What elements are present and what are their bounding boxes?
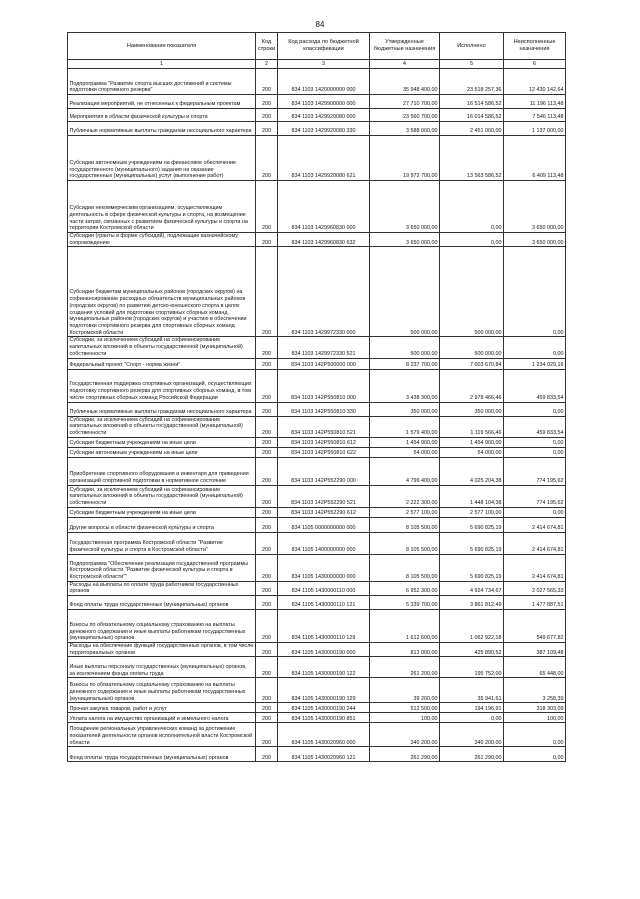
expense-code-cell: 834 1103 142P552290 612 (278, 507, 370, 517)
executed-amount-cell: 0,00 (440, 233, 504, 247)
indicator-name-cell: Субсидии бюджетным учреждениям на иные цели (68, 507, 256, 517)
line-code-cell: 200 (256, 447, 278, 457)
unexecuted-amount-cell: 0,00 (504, 437, 566, 447)
unexecuted-amount-cell: 7 546 113,48 (504, 109, 566, 122)
executed-amount-cell: 4 025 204,38 (440, 457, 504, 485)
unexecuted-amount-cell: 1 234 029,16 (504, 358, 566, 369)
table-row (68, 402, 566, 416)
expense-code-cell: 834 1105 1430000000 000 (278, 554, 370, 581)
unexecuted-amount-cell: 65 448,00 (504, 657, 566, 678)
table-row (68, 447, 566, 457)
executed-amount-cell: 5 690 825,19 (440, 532, 504, 554)
header-expense-code: Код расхода по бюджетной классификации (278, 33, 370, 60)
column-number-row (68, 60, 566, 69)
executed-amount-cell: 2 451 000,00 (440, 122, 504, 136)
unexecuted-amount-cell: 1 477 887,51 (504, 596, 566, 610)
expense-code-cell: 834 1105 1430000190 244 (278, 703, 370, 713)
column-number: 3 (278, 60, 370, 69)
executed-amount-cell: 35 941,61 (440, 678, 504, 703)
unexecuted-amount-cell: 0,00 (504, 723, 566, 747)
table-row (68, 416, 566, 437)
approved-amount-cell: 39 200,00 (370, 678, 440, 703)
expense-code-cell: 834 1105 1400000000 000 (278, 532, 370, 554)
unexecuted-amount-cell: 3 650 000,00 (504, 181, 566, 233)
executed-amount-cell: 340 200,00 (440, 723, 504, 747)
expense-code-cell: 834 1105 1430000190 000 (278, 643, 370, 657)
table-row (68, 233, 566, 247)
line-code-cell: 200 (256, 532, 278, 554)
approved-amount-cell: 500 000,00 (370, 247, 440, 337)
approved-amount-cell: 3 650 000,00 (370, 181, 440, 233)
line-code-cell: 200 (256, 233, 278, 247)
expense-code-cell: 834 1103 142P550810 622 (278, 447, 370, 457)
approved-amount-cell: 512 500,00 (370, 703, 440, 713)
indicator-name-cell: Расходы на выплаты по оплате труда работников государственных органов (68, 581, 256, 595)
table-row (68, 532, 566, 554)
expense-code-cell: 834 1103 142P550810 330 (278, 402, 370, 416)
executed-amount-cell: 2 577 100,00 (440, 507, 504, 517)
table-row (68, 507, 566, 517)
executed-amount-cell: 500 000,00 (440, 337, 504, 358)
line-code-cell: 200 (256, 247, 278, 337)
unexecuted-amount-cell: 774 195,62 (504, 485, 566, 507)
executed-amount-cell: 500 000,00 (440, 247, 504, 337)
indicator-name-cell: Фонд оплаты труда государственных (муниципальных) органов (68, 596, 256, 610)
unexecuted-amount-cell: 1 137 000,00 (504, 122, 566, 136)
approved-amount-cell: 1 579 400,00 (370, 416, 440, 437)
table-row (68, 517, 566, 532)
executed-amount-cell: 5 690 825,19 (440, 554, 504, 581)
approved-amount-cell: 813 000,00 (370, 643, 440, 657)
column-number: 4 (370, 60, 440, 69)
line-code-cell: 200 (256, 610, 278, 643)
indicator-name-cell: Федеральный проект "Спорт - норма жизни" (68, 358, 256, 369)
budget-execution-table (67, 32, 566, 762)
approved-amount-cell: 261 290,00 (370, 747, 440, 762)
line-code-cell: 200 (256, 109, 278, 122)
line-code-cell: 200 (256, 507, 278, 517)
table-row (68, 69, 566, 95)
approved-amount-cell: 500 000,00 (370, 337, 440, 358)
line-code-cell: 200 (256, 517, 278, 532)
expense-code-cell: 834 1105 0000000000 000 (278, 517, 370, 532)
unexecuted-amount-cell: 2 027 565,33 (504, 581, 566, 595)
indicator-name-cell: Субсидии, за исключением субсидий на софинансирование капитальных вложений в объекты государственной (муниципальной) собственности (68, 485, 256, 507)
table-row (68, 437, 566, 447)
approved-amount-cell: 261 200,00 (370, 657, 440, 678)
table-row (68, 457, 566, 485)
table-body (68, 69, 566, 762)
table-row (68, 747, 566, 762)
executed-amount-cell: 1 448 104,38 (440, 485, 504, 507)
line-code-cell: 200 (256, 369, 278, 402)
indicator-name-cell: Субсидии некоммерческим организациям, осуществляющим деятельность в сфере физической культуры и спорта, на возмещение части затрат, связанных с развитием физической культуры и спорта на территории Костромской области (68, 181, 256, 233)
executed-amount-cell: 23 518 257,36 (440, 69, 504, 95)
indicator-name-cell: Взносы по обязательному социальному страхованию на выплаты денежного содержания и иные выплаты работникам государственных (муниципальных) органов (68, 610, 256, 643)
line-code-cell: 200 (256, 713, 278, 723)
expense-code-cell: 834 1105 1430000190 129 (278, 678, 370, 703)
indicator-name-cell: Государственная поддержка спортивных организаций, осуществляющих подготовку спортивного резерва для спортивных сборных команд, в том числе спортивных сборных команд Российской Федерации (68, 369, 256, 402)
executed-amount-cell: 0,00 (440, 713, 504, 723)
line-code-cell: 200 (256, 703, 278, 713)
column-number: 6 (504, 60, 566, 69)
indicator-name-cell: Мероприятия в области физической культуры и спорта (68, 109, 256, 122)
approved-amount-cell: 35 948 400,00 (370, 69, 440, 95)
indicator-name-cell: Реализация мероприятий, не отнесенных к федеральным проектам (68, 95, 256, 109)
expense-code-cell: 834 1103 1429920080 621 (278, 136, 370, 181)
line-code-cell: 200 (256, 723, 278, 747)
unexecuted-amount-cell: 0,00 (504, 747, 566, 762)
indicator-name-cell: Уплата налога на имущество организаций и земельного налога (68, 713, 256, 723)
indicator-name-cell: Прочая закупка товаров, работ и услуг (68, 703, 256, 713)
unexecuted-amount-cell: 6 409 113,48 (504, 136, 566, 181)
expense-code-cell: 834 1103 142P550810 612 (278, 437, 370, 447)
line-code-cell: 200 (256, 437, 278, 447)
expense-code-cell: 834 1103 142P550810 000 (278, 369, 370, 402)
expense-code-cell: 834 1105 1430020960 000 (278, 723, 370, 747)
executed-amount-cell: 54 000,00 (440, 447, 504, 457)
line-code-cell: 200 (256, 337, 278, 358)
executed-amount-cell: 2 978 466,46 (440, 369, 504, 402)
executed-amount-cell: 195 752,00 (440, 657, 504, 678)
expense-code-cell: 834 1103 142P550810 521 (278, 416, 370, 437)
page-number: 84 (315, 20, 325, 29)
expense-code-cell: 834 1103 1429960830 632 (278, 233, 370, 247)
line-code-cell: 200 (256, 678, 278, 703)
line-code-cell: 200 (256, 747, 278, 762)
column-number: 5 (440, 60, 504, 69)
indicator-name-cell: Взносы по обязательному социальному страхованию на выплаты денежного содержания и иные выплаты работникам государственных (муниципальных) органов (68, 678, 256, 703)
unexecuted-amount-cell: 0,00 (504, 337, 566, 358)
header-indicator-name: Наименование показателя (68, 33, 256, 60)
line-code-cell: 200 (256, 457, 278, 485)
unexecuted-amount-cell: 387 109,48 (504, 643, 566, 657)
line-code-cell: 200 (256, 136, 278, 181)
unexecuted-amount-cell: 0,00 (504, 402, 566, 416)
expense-code-cell: 834 1105 1430000110 000 (278, 581, 370, 595)
indicator-name-cell: Субсидии автономным учреждениям на финансовое обеспечение государственного (муниципального) задания на оказание государственных (муниципальных) услуг (выполнение работ) (68, 136, 256, 181)
executed-amount-cell: 425 890,52 (440, 643, 504, 657)
approved-amount-cell: 8 105 500,00 (370, 554, 440, 581)
unexecuted-amount-cell: 3 650 000,00 (504, 233, 566, 247)
line-code-cell: 200 (256, 95, 278, 109)
unexecuted-amount-cell: 318 303,09 (504, 703, 566, 713)
unexecuted-amount-cell: 0,00 (504, 507, 566, 517)
approved-amount-cell: 8 105 500,00 (370, 517, 440, 532)
expense-code-cell: 834 1105 1430000110 121 (278, 596, 370, 610)
table-row (68, 358, 566, 369)
table-row (68, 247, 566, 337)
executed-amount-cell: 261 290,00 (440, 747, 504, 762)
executed-amount-cell: 5 690 825,19 (440, 517, 504, 532)
indicator-name-cell: Подпрограмма "Развитие спорта высших достижений и системы подготовки спортивного резерва" (68, 69, 256, 95)
approved-amount-cell: 1 612 600,00 (370, 610, 440, 643)
table-row (68, 369, 566, 402)
line-code-cell: 200 (256, 358, 278, 369)
approved-amount-cell: 2 577 100,00 (370, 507, 440, 517)
table-row (68, 95, 566, 109)
unexecuted-amount-cell: 0,00 (504, 447, 566, 457)
executed-amount-cell: 3 861 812,49 (440, 596, 504, 610)
approved-amount-cell: 1 454 900,00 (370, 437, 440, 447)
executed-amount-cell: 1 119 566,46 (440, 416, 504, 437)
table-row (68, 485, 566, 507)
column-number: 2 (256, 60, 278, 69)
table-row (68, 657, 566, 678)
expense-code-cell: 834 1103 142P552290 000 (278, 457, 370, 485)
table-row (68, 554, 566, 581)
header-unexecuted: Неисполненные назначения (504, 33, 566, 60)
approved-amount-cell: 350 000,00 (370, 402, 440, 416)
unexecuted-amount-cell: 2 414 674,81 (504, 554, 566, 581)
unexecuted-amount-cell: 774 195,62 (504, 457, 566, 485)
approved-amount-cell: 6 952 300,00 (370, 581, 440, 595)
unexecuted-amount-cell: 11 196 113,48 (504, 95, 566, 109)
indicator-name-cell: Публичные нормативные выплаты гражданам несоциального характера (68, 122, 256, 136)
expense-code-cell: 834 1103 142P500000 000 (278, 358, 370, 369)
table-row (68, 581, 566, 595)
indicator-name-cell: Субсидии, за исключением субсидий на софинансирование капитальных вложений в объекты государственной (муниципальной) собственности (68, 416, 256, 437)
table-row (68, 723, 566, 747)
unexecuted-amount-cell: 100,00 (504, 713, 566, 723)
indicator-name-cell: Расходы на обеспечение функций государственных органов, в том числе территориальных органов (68, 643, 256, 657)
expense-code-cell: 834 1103 1429900000 000 (278, 95, 370, 109)
indicator-name-cell: Поощрение региональных управленческих команд за достижение показателей деятельности органов исполнительной власти Костромской области (68, 723, 256, 747)
unexecuted-amount-cell: 12 430 142,64 (504, 69, 566, 95)
executed-amount-cell: 7 003 670,84 (440, 358, 504, 369)
approved-amount-cell: 4 799 400,00 (370, 457, 440, 485)
unexecuted-amount-cell: 459 833,54 (504, 416, 566, 437)
table-header-row (68, 33, 566, 60)
header-line-code: Код строки (256, 33, 278, 60)
approved-amount-cell: 2 222 300,00 (370, 485, 440, 507)
expense-code-cell: 834 1103 1429920080 000 (278, 109, 370, 122)
expense-code-cell: 834 1105 1430000190 851 (278, 713, 370, 723)
expense-code-cell: 834 1103 1429972330 521 (278, 337, 370, 358)
indicator-name-cell: Субсидии (гранты в форме субсидий), подлежащие казначейскому сопровождению (68, 233, 256, 247)
approved-amount-cell: 100,00 (370, 713, 440, 723)
table-row (68, 109, 566, 122)
expense-code-cell: 834 1105 1430000110 129 (278, 610, 370, 643)
indicator-name-cell: Субсидии, за исключением субсидий на софинансирование капитальных вложений в объекты государственной (муниципальной) собственности (68, 337, 256, 358)
indicator-name-cell: Субсидии автономным учреждениям на иные цели (68, 447, 256, 457)
executed-amount-cell: 0,00 (440, 181, 504, 233)
approved-amount-cell: 8 237 700,00 (370, 358, 440, 369)
approved-amount-cell: 3 588 000,00 (370, 122, 440, 136)
approved-amount-cell: 340 200,00 (370, 723, 440, 747)
executed-amount-cell: 4 924 734,67 (440, 581, 504, 595)
table-row (68, 136, 566, 181)
executed-amount-cell: 1 062 922,18 (440, 610, 504, 643)
approved-amount-cell: 27 710 700,00 (370, 95, 440, 109)
unexecuted-amount-cell: 549 677,82 (504, 610, 566, 643)
indicator-name-cell: Субсидии бюджетным учреждениям на иные цели (68, 437, 256, 447)
executed-amount-cell: 1 454 900,00 (440, 437, 504, 447)
executed-amount-cell: 13 563 586,52 (440, 136, 504, 181)
table-row (68, 713, 566, 723)
indicator-name-cell: Приобретение спортивного оборудования и инвентаря для приведения организаций спортивной подготовки в нормативное состояние (68, 457, 256, 485)
indicator-name-cell: Иные выплаты персоналу государственных (муниципальных) органов, за исключением фонда оплаты труда (68, 657, 256, 678)
line-code-cell: 200 (256, 485, 278, 507)
table-row (68, 678, 566, 703)
table-row (68, 596, 566, 610)
column-number: 1 (68, 60, 256, 69)
unexecuted-amount-cell: 2 414 674,81 (504, 517, 566, 532)
line-code-cell: 200 (256, 657, 278, 678)
indicator-name-cell: Государственная программа Костромской области "Развитие физической культуры и спорта в Костромской области" (68, 532, 256, 554)
executed-amount-cell: 194 196,91 (440, 703, 504, 713)
line-code-cell: 200 (256, 402, 278, 416)
approved-amount-cell: 8 105 500,00 (370, 532, 440, 554)
table-row (68, 122, 566, 136)
indicator-name-cell: Субсидии бюджетам муниципальных районов (городских округов) на софинансирование расходных обязательств муниципальных районов (городских округов) по развитию детско-юношеского спорта в целях создания условий для подготовки спортивных сборных команд муниципальных районов (городских округов) и участию в обеспечении подготовки спортивного резерва для спортивных сборных команд Костромской области (68, 247, 256, 337)
approved-amount-cell: 23 560 700,00 (370, 109, 440, 122)
line-code-cell: 200 (256, 581, 278, 595)
table-row (68, 703, 566, 713)
table-row (68, 610, 566, 643)
expense-code-cell: 834 1105 1430000190 122 (278, 657, 370, 678)
line-code-cell: 200 (256, 554, 278, 581)
header-executed: Исполнено (440, 33, 504, 60)
executed-amount-cell: 16 514 586,52 (440, 95, 504, 109)
expense-code-cell: 834 1103 1429920080 330 (278, 122, 370, 136)
unexecuted-amount-cell: 3 258,39 (504, 678, 566, 703)
header-approved: Утвержденные бюджетные назначения (370, 33, 440, 60)
table-row (68, 337, 566, 358)
indicator-name-cell: Публичные нормативные выплаты гражданам несоциального характера (68, 402, 256, 416)
table-row (68, 181, 566, 233)
line-code-cell: 200 (256, 181, 278, 233)
unexecuted-amount-cell: 2 414 674,81 (504, 532, 566, 554)
approved-amount-cell: 54 000,00 (370, 447, 440, 457)
approved-amount-cell: 3 438 300,00 (370, 369, 440, 402)
line-code-cell: 200 (256, 643, 278, 657)
approved-amount-cell: 5 339 700,00 (370, 596, 440, 610)
line-code-cell: 200 (256, 596, 278, 610)
unexecuted-amount-cell: 0,00 (504, 247, 566, 337)
line-code-cell: 200 (256, 122, 278, 136)
unexecuted-amount-cell: 459 833,54 (504, 369, 566, 402)
expense-code-cell: 834 1103 1420000000 000 (278, 69, 370, 95)
indicator-name-cell: Фонд оплаты труда государственных (муниципальных) органов (68, 747, 256, 762)
expense-code-cell: 834 1103 1429972330 000 (278, 247, 370, 337)
executed-amount-cell: 350 000,00 (440, 402, 504, 416)
line-code-cell: 200 (256, 69, 278, 95)
indicator-name-cell: Подпрограмма "Обеспечение реализации государственной программы Костромской области "Развитие физической культуры и спорта в Костромской области"" (68, 554, 256, 581)
expense-code-cell: 834 1105 1430020960 121 (278, 747, 370, 762)
approved-amount-cell: 19 972 700,00 (370, 136, 440, 181)
approved-amount-cell: 3 650 000,00 (370, 233, 440, 247)
table-row (68, 643, 566, 657)
line-code-cell: 200 (256, 416, 278, 437)
expense-code-cell: 834 1103 1429960830 000 (278, 181, 370, 233)
indicator-name-cell: Другие вопросы в области физической культуры и спорта (68, 517, 256, 532)
expense-code-cell: 834 1103 142P552290 521 (278, 485, 370, 507)
executed-amount-cell: 16 014 586,52 (440, 109, 504, 122)
